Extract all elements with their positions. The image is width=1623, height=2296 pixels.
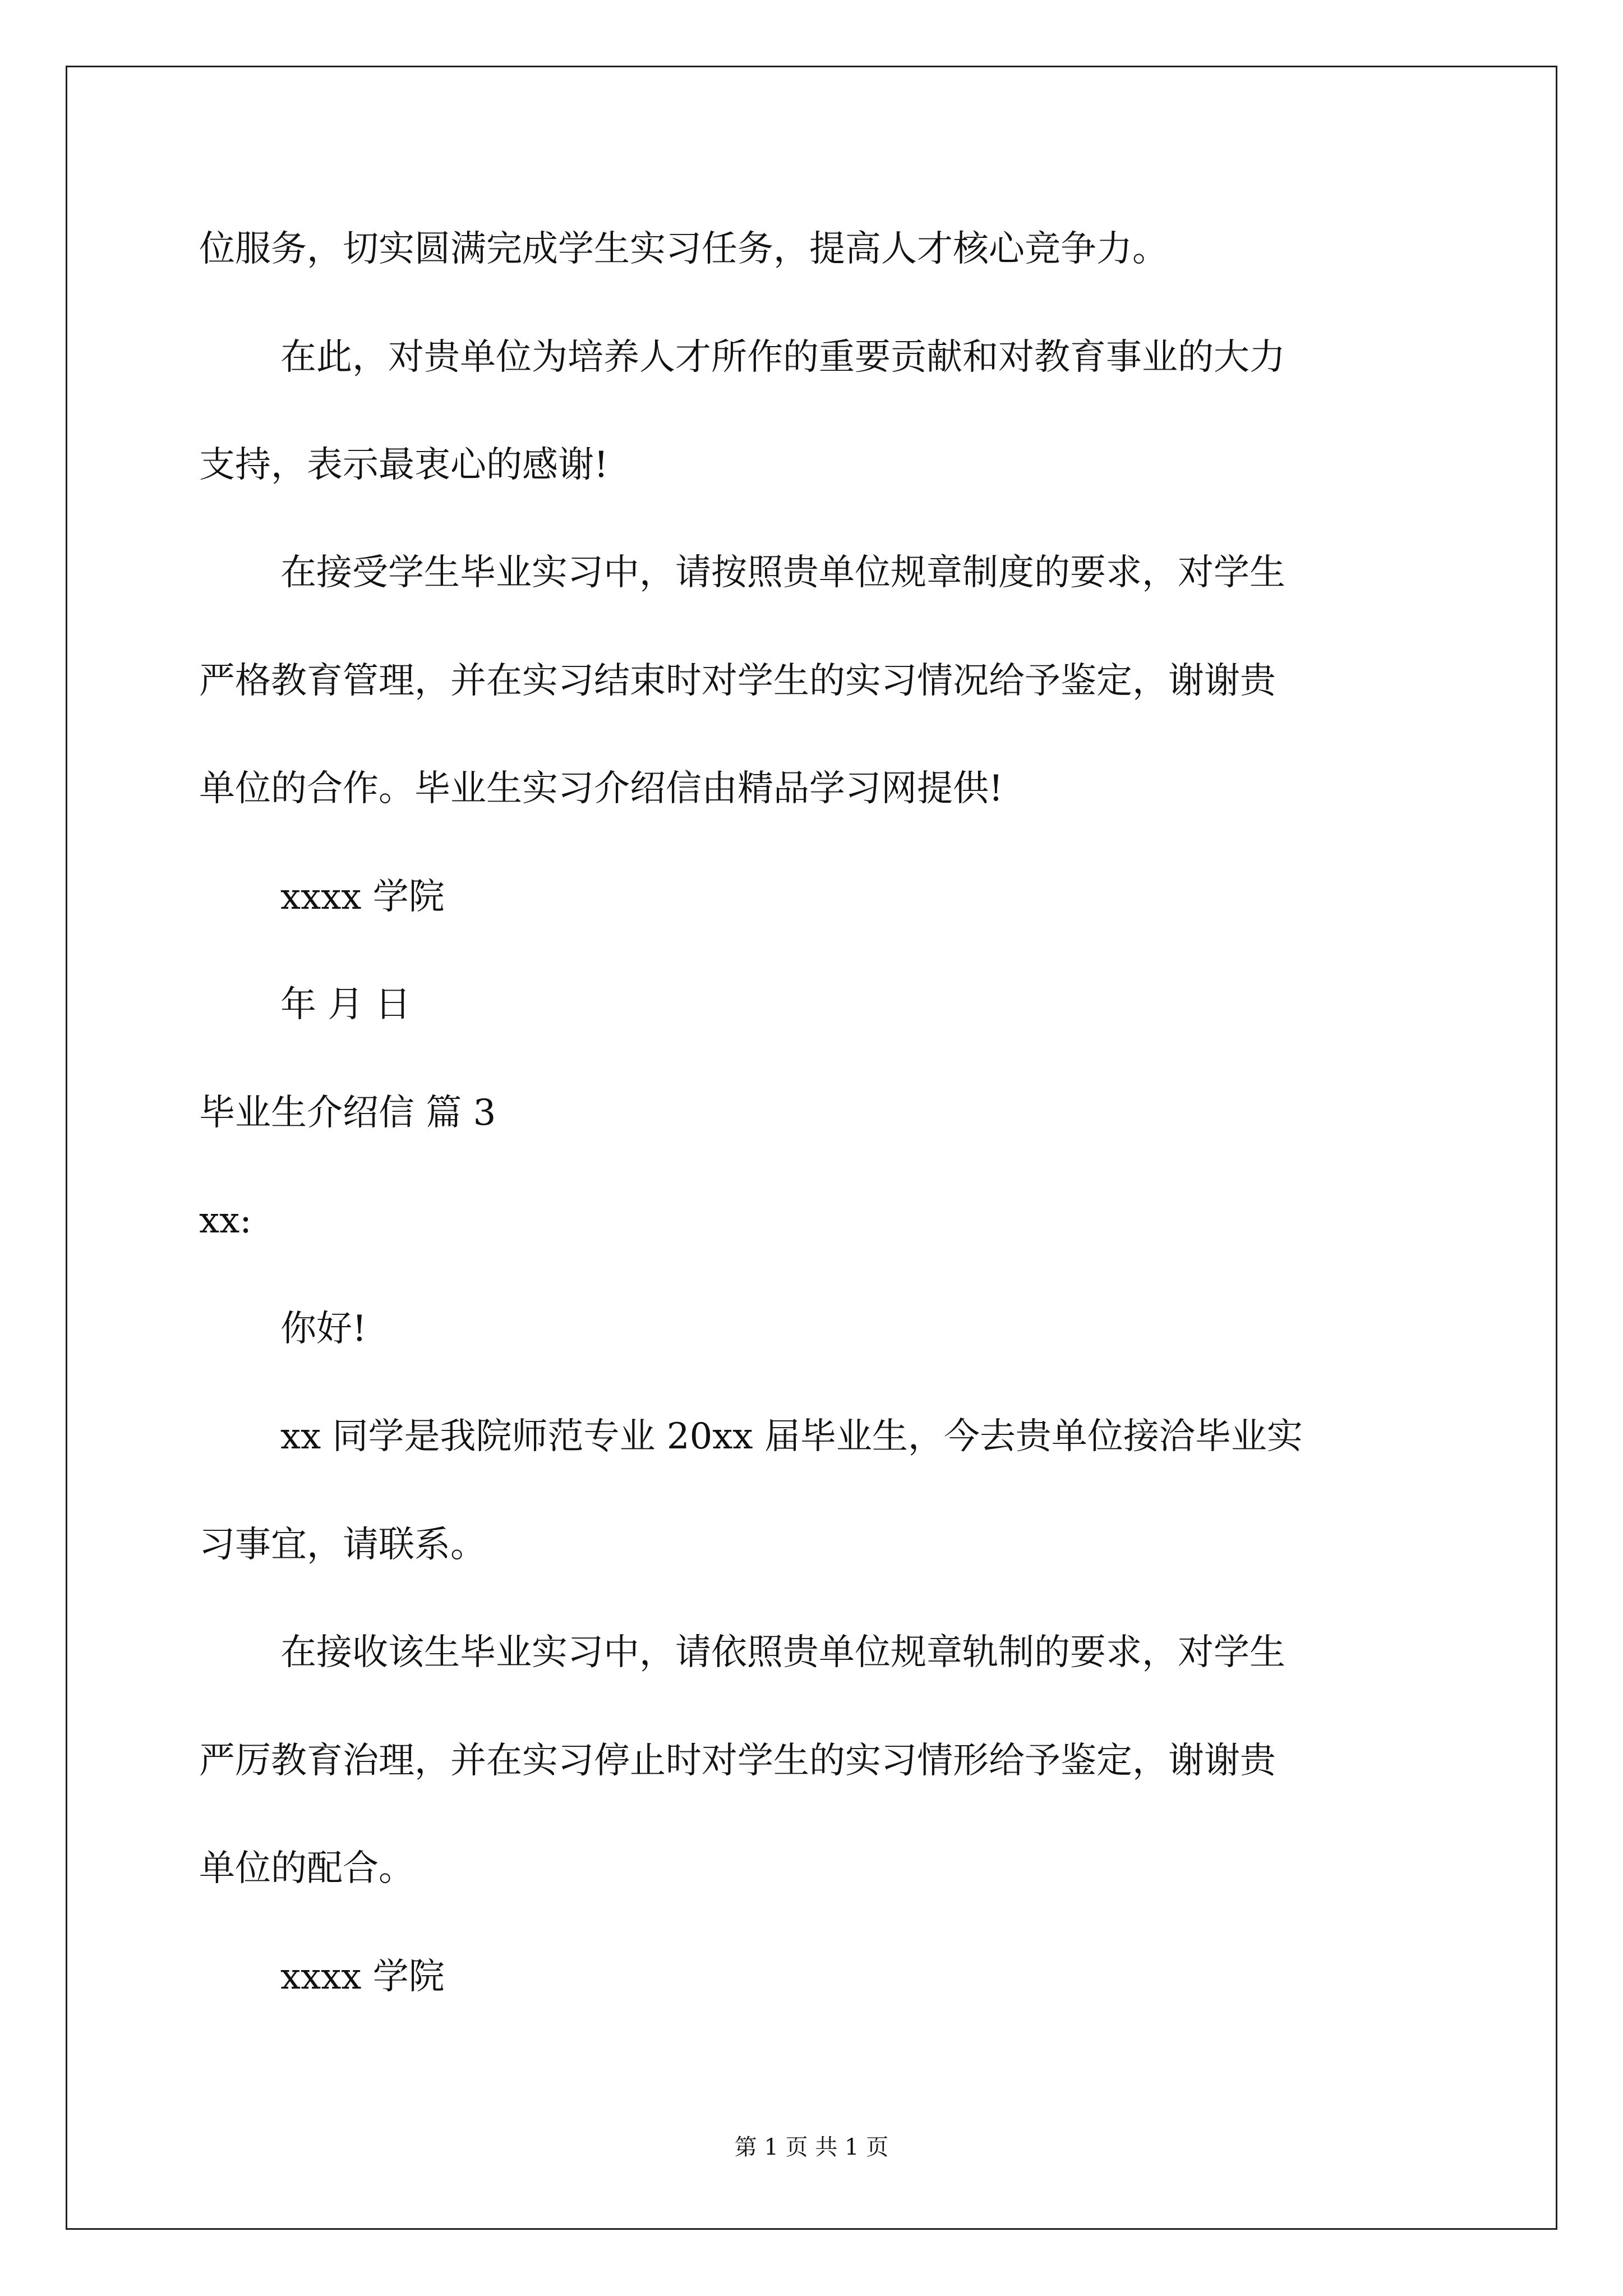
body-line-7: xx 同学是我院师范专业 20xx 届毕业生，今去贵单位接洽毕业实	[280, 1416, 1303, 1457]
body-line-10: 严厉教育治理，并在实习停止时对学生的实习情形给予鉴定，谢谢贵	[199, 1740, 1276, 1782]
body-line-5: 严格教育管理，并在实习结束时对学生的实习情况给予鉴定，谢谢贵	[199, 660, 1276, 702]
page-footer: 第 1 页 共 1 页	[734, 2134, 889, 2160]
body-line-3: 支持，表示最衷心的感谢!	[199, 444, 608, 486]
body-line-9: 在接收该生毕业实习中，请依照贵单位规章轨制的要求，对学生	[280, 1632, 1285, 1673]
greeting: 你好!	[280, 1308, 367, 1350]
body-line-2: 在此，对贵单位为培养人才所作的重要贡献和对教育事业的大力	[280, 337, 1285, 378]
section-heading: 毕业生介绍信 篇 3	[199, 1092, 496, 1134]
date-line: 年 月 日	[280, 984, 411, 1025]
signature-college-2: xxxx 学院	[280, 1956, 445, 1998]
body-line-8: 习事宜，请联系。	[199, 1524, 486, 1566]
signature-college-1: xxxx 学院	[280, 876, 445, 918]
body-line-6: 单位的合作。毕业生实习介绍信由精品学习网提供!	[199, 768, 1003, 809]
page-border	[66, 66, 1557, 2230]
body-line-11: 单位的配合。	[199, 1848, 414, 1889]
body-line-1: 位服务，切实圆满完成学生实习任务，提高人才核心竞争力。	[199, 228, 1168, 270]
salutation: xx:	[199, 1200, 252, 1241]
body-line-4: 在接受学生毕业实习中，请按照贵单位规章制度的要求，对学生	[280, 552, 1285, 593]
